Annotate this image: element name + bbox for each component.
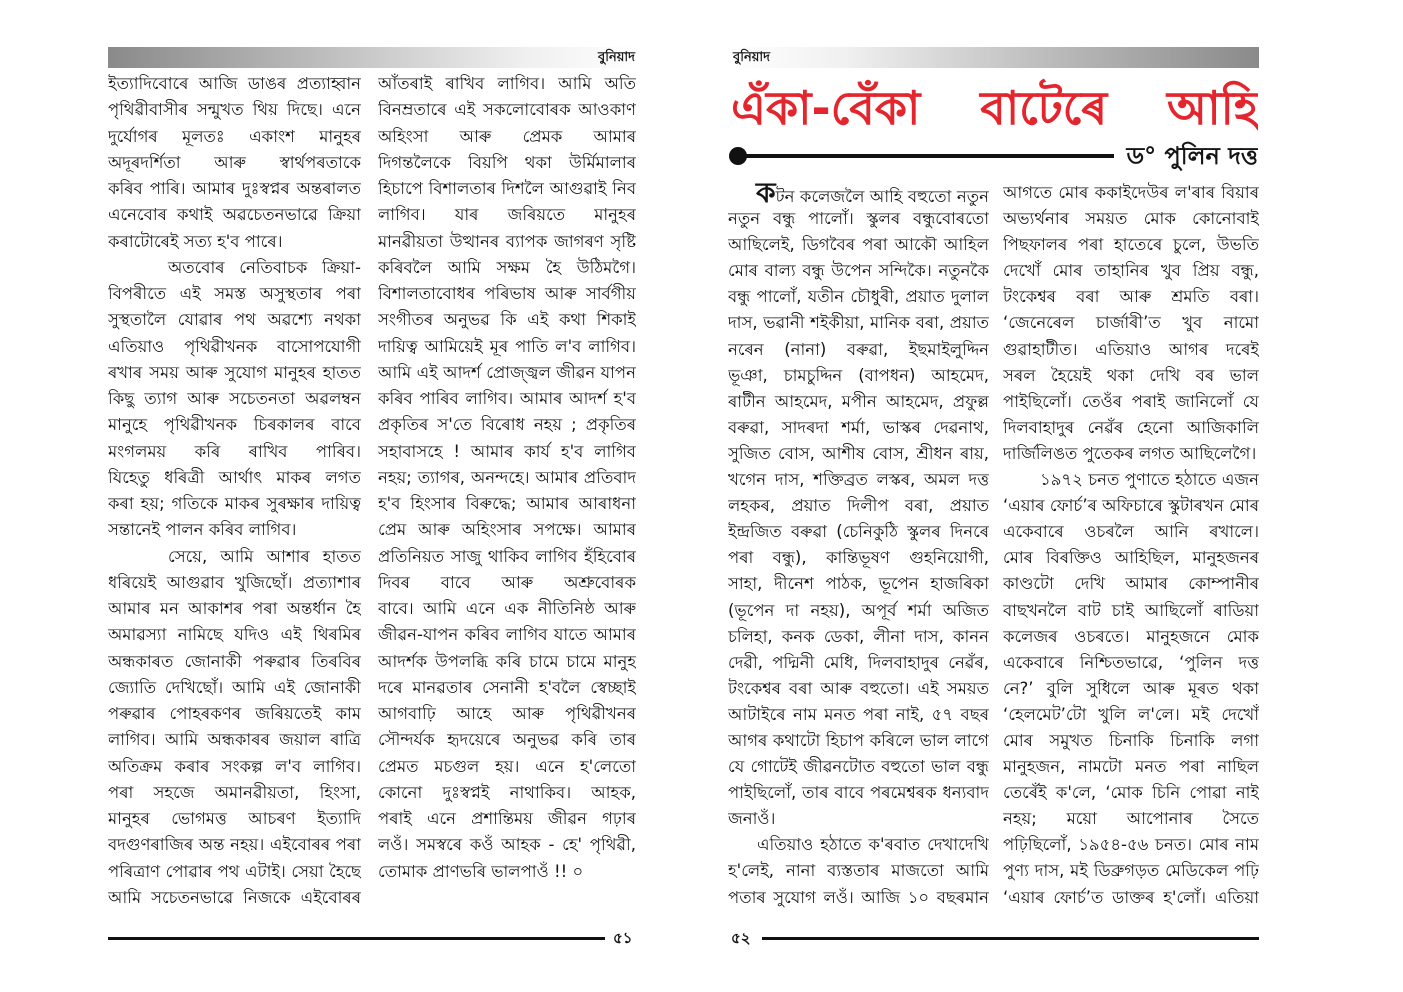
author-name: ড° পুলিন দত্ত — [1126, 142, 1258, 170]
byline-rule — [744, 154, 1114, 158]
body-text-line: বন্ধু পালোঁ, যতীন চৌধুৰী, প্ৰয়াত দুলাল — [728, 287, 989, 307]
body-text-line: পুণ্য দাস, মই ডিব্ৰুগড়ত মেডিকেল পঢ়ি — [1003, 861, 1259, 881]
body-text-line: কৰিব পাৰিব লাগিব। আমাৰ আদৰ্শ হ'ব — [378, 389, 636, 408]
body-text-line: ইত্যাদিবোৰে আজি ডাঙৰ প্ৰত্যাহ্বান — [108, 74, 361, 93]
right-page-column-1 — [728, 180, 989, 911]
body-text-line: সুজিত বোস, আশীষ বোস, শ্ৰীধন ৰায়, — [728, 443, 989, 463]
left-page-column-1 — [108, 71, 361, 911]
body-text-line: মানুহজন, নামটো মনত পৰা নাছিল — [1003, 757, 1259, 777]
body-text-line: হ'ব হিংসাৰ বিৰুদ্ধে; আমাৰ আৰাধনা — [378, 494, 636, 513]
body-text-line: এতিয়াও পৃথিৱীখনক বাসোপযোগী — [108, 336, 361, 356]
body-text-line: দাৰ্জিলিঙত পুতেকৰ লগত আছিলেগৈ। — [1003, 443, 1257, 463]
body-text-line: টংকেশ্বৰ বৰা আৰু শ্ৰমতি বৰা। — [1003, 287, 1259, 307]
body-text-line: লাগিব। আমি অন্ধকাৰৰ জয়াল ৰাত্ৰি — [108, 730, 361, 750]
drop-cap: ক — [756, 180, 776, 207]
footer-rule — [762, 937, 1259, 940]
drop-cap-line-text: টন কলেজলৈ আহি বহুতো নতুন — [775, 187, 989, 206]
body-text-line: আমি সচেতনভাৱে নিজকে এইবোৰৰ — [108, 887, 361, 907]
body-text-line: এনেবোৰ কথাই অৱচেতনভাৱে ক্ৰিয়া — [108, 205, 361, 225]
body-text-line: ইন্দ্ৰজিত বৰুৱা (চেনিকুঠি স্কুলৰ দিনৰে — [728, 522, 989, 542]
body-text-line: মোৰ বিৰক্তিও আহিছিল, মানুহজনৰ — [1003, 548, 1259, 568]
right-page-column-2 — [1003, 180, 1259, 911]
article-title: এঁকা-বেঁকা বাটেৰে আহি — [731, 81, 1258, 135]
body-text-line: সাহা, দীনেশ পাঠক, ভূপেন হাজৰিকা — [728, 574, 989, 594]
body-text-line: ধৰিয়েই আগুৱাব খুজিছোঁ। প্ৰত্যাশাৰ — [108, 572, 361, 592]
body-text-line: সন্তানেই পালন কৰিব লাগিব। — [108, 520, 297, 540]
body-text-line: মানুহৰ ভোগমত্ত আচৰণ ইত্যাদি — [108, 809, 361, 828]
body-text-line: বৰুৱা, সাদৰদা শৰ্মা, ভাস্কৰ দেৱনাথ, — [728, 417, 989, 437]
body-text-line: মোৰ বাল্য বন্ধু উপেন সন্দিকৈ। নতুনকৈ — [728, 261, 989, 281]
body-text-line: ৰখাৰ সময় আৰু সুযোগ মানুহৰ হাতত — [108, 362, 361, 382]
body-text-line: বিশালতাবোধৰ পৰিভাষ আৰু সাৰ্বগীয় — [378, 284, 636, 303]
body-text-line: পতাৰ সুযোগ লওঁ। আজি ১০ বছৰমান — [728, 887, 989, 907]
body-text-line: পঢ়িছিলোঁ, ১৯৫৪-৫৬ চনত। মোৰ নাম — [1003, 835, 1259, 855]
body-text-line: খগেন দাস, শক্তিব্ৰত লস্কৰ, অমল দত্ত — [728, 470, 989, 490]
body-text-line: আঁতৰাই ৰাখিব লাগিব। আমি অতি — [378, 74, 636, 93]
left-page — [0, 0, 700, 992]
body-text-line: মানৱীয়তা উত্থানৰ ব্যাপক জাগৰণ সৃষ্টি — [378, 231, 636, 251]
body-text-line: পিছফালৰ পৰা হাতেৰে চুলে, উভতি — [1003, 235, 1259, 255]
body-text-line: কিছু ত্যাগ আৰু সচেতনতা অৱলম্বন — [108, 389, 361, 408]
body-text-line: একেবাৰে ওচৰলৈ আনি ৰখালে। — [1003, 522, 1259, 542]
body-text-line: নে?’ বুলি সুধিলে আৰু মূৰত থকা — [1003, 678, 1259, 698]
running-header-title: বুনিয়াদ — [598, 50, 635, 65]
body-text-line: দেখোঁ মোৰ তাহানিৰ খুব প্ৰিয় বন্ধু, — [1003, 261, 1259, 281]
running-header-title: বুনিয়াদ — [733, 50, 770, 65]
body-text-line: পৰাই এনে প্ৰশান্তিময় জীৱন গঢ়াৰ — [378, 809, 636, 828]
body-text-line: দুৰ্যোগৰ মূলতঃ একাংশ মানুহৰ — [108, 126, 361, 146]
body-text-line: তেৰেঁই ক'লে, ‘মোক চিনি পোৱা নাই — [1003, 783, 1259, 803]
body-text-line: আমাৰ মন আকাশৰ পৰা অন্তৰ্ধান হৈ — [108, 599, 361, 618]
body-text-line: ‘হেলমেট’টো খুলি ল'লে। মই দেখোঁ — [1003, 704, 1259, 724]
body-text-line: বদগুণৰাজিৰ অন্ত নহয়। এইবোৰৰ পৰা — [108, 835, 361, 855]
body-text-line: অহিংসা আৰু প্ৰেমক আমাৰ — [378, 126, 636, 146]
body-text-line: সুস্থতালৈ যোৱাৰ পথ অৱশ্যে নথকা — [108, 310, 361, 330]
body-text-line: হিচাপে বিশালতাৰ দিশলৈ আগুৱাই নিব — [378, 179, 636, 198]
body-text-line: কাণ্ডটো দেখি আমাৰ কোম্পানীৰ — [1003, 574, 1259, 594]
body-text-line: বিনম্ৰতাৰে এই সকলোবোৰক আওকাণ — [378, 100, 636, 120]
body-text-line: মানুহে পৃথিৱীখনক চিৰকালৰ বাবে — [108, 415, 361, 435]
body-text-line: যে গোটেই জীৱনটোত বহুতো ভাল বন্ধু — [728, 757, 989, 777]
body-text-line: অতবোৰ নেতিবাচক ক্ৰিয়া- — [168, 257, 361, 277]
body-text-line: ‘জেনেৰেল চাৰ্জাৰী’ত খুব নামো — [1003, 313, 1259, 333]
body-text-line: সংগীতৰ অনুভৱ কি এই কথা শিকাই — [378, 310, 636, 330]
body-text-line: যিহেতু ধৰিত্ৰী আৰ্থাৎ মাকৰ লগত — [108, 467, 361, 487]
body-text-line: নৰেন (নানা) বৰুৱা, ইছমাইলুদ্দিন — [728, 339, 989, 359]
body-text-line — [728, 180, 989, 206]
body-text-line: প্ৰেম আৰু অহিংসাৰ সপক্ষে। আমাৰ — [378, 520, 636, 540]
body-text-line: জ্যোতি দেখিছোঁ। আমি এই জোনাকী — [108, 677, 361, 697]
body-text-line: দিগন্তলৈকে বিয়পি থকা উৰ্মিমালাৰ — [378, 152, 636, 172]
body-text-line: দিলবাহাদুৰ নেৱঁৰ হেনো আজিকালি — [1003, 417, 1259, 437]
body-text-line: নহয়; ত্যাগৰ, অনন্দহে। আমাৰ প্ৰতিবাদ — [378, 467, 636, 487]
body-text-line: হ'লেই, নানা ব্যস্ততাৰ মাজতো আমি — [728, 861, 989, 881]
body-text-line: পৰা বন্ধু), কান্তিভূষণ গুহনিয়োগী, — [728, 548, 989, 568]
body-text-line: ভূঞা, চামচুদ্দিন (বাপধন) আহমেদ, — [728, 365, 989, 385]
body-text-line: প্ৰেমত মচগুল হয়। এনে হ'লেতো — [378, 756, 636, 776]
body-text-line: পৰা সহজে অমানৱীয়তা, হিংসা, — [108, 782, 361, 802]
body-text-line: পৰুৱাৰ পোহৰকণৰ জৰিয়তেই কাম — [108, 704, 361, 723]
body-text-line: তোমাক প্ৰাণভৰি ভালপাওঁ !! ০ — [378, 861, 584, 881]
body-text-line: পৰিত্ৰাণ পোৱাৰ পথ এটাই। সেয়া হৈছে — [108, 861, 361, 881]
body-text-line: অদূৰদৰ্শিতা আৰু স্বাৰ্থপৰতাকে — [108, 152, 361, 172]
body-text-line: দেৱী, পদ্মিনী মেধি, দিলবাহাদুৰ নেৱঁৰ, — [728, 652, 989, 672]
body-text-line: দিবৰ বাবে আৰু অশ্ৰুবোৰক — [378, 572, 636, 592]
page-number: ৫২ — [731, 929, 751, 947]
body-text-line: চলিহা, কনক ডেকা, লীনা দাস, কানন — [728, 626, 989, 646]
body-text-line: বিপৰীতে এই সমস্ত অসুস্থতাৰ পৰা — [108, 284, 361, 303]
body-text-line: ৰাটীন আহমেদ, মপীন আহমেদ, প্ৰফুল্ল — [728, 391, 989, 411]
body-text-line: অন্ধকাৰত জোনাকী পৰুৱাৰ তিৰবিৰ — [108, 651, 361, 671]
body-text-line: দৰে মানৱতাৰ সেনানী হ'বলৈ স্বেচ্ছাই — [378, 677, 636, 697]
body-text-line: কোনো দুঃস্বপ্নই নাথাকিব। আহক, — [378, 782, 636, 802]
body-text-line: সৌন্দৰ্যক হৃদয়েৰে অনুভৱ কৰি তাৰ — [378, 730, 636, 750]
body-text-line: গুৱাহাটীত। এতিয়াও আগৰ দৰেই — [1003, 339, 1259, 359]
body-text-line: এতিয়াও হঠাতে ক'ৰবাত দেখাদেখি — [757, 835, 989, 855]
page-number: ৫১ — [613, 929, 633, 947]
body-text-line: বাবে। আমি এনে এক নীতিনিষ্ঠ আৰু — [378, 599, 636, 618]
body-text-line: আগতে মোৰ ককাইদেউৰ ল'ৰাৰ বিয়াৰ — [1003, 183, 1259, 202]
body-text-line: কৰা হয়; গতিকে মাকৰ সুৰক্ষাৰ দায়িত্ব — [108, 494, 361, 513]
running-header-bar — [730, 47, 1259, 68]
body-text-line: অতিক্ৰম কৰাৰ সংকল্প ল'ব লাগিব। — [108, 756, 361, 776]
body-text-line: (ভূপেন দা নহয়), অপূৰ্ব শৰ্মা অজিত — [728, 600, 989, 620]
body-text-line: সেয়ে, আমি আশাৰ হাতত — [168, 546, 361, 566]
body-text-line: পাইছিলোঁ। তেওঁৰ পৰাই জানিলোঁ যে — [1003, 391, 1259, 411]
body-text-line: দাস, ভৱানী শইকীয়া, মানিক বৰা, প্ৰয়াত — [728, 313, 989, 333]
body-text-line: নহয়; ময়ো আপোনাৰ সৈতে — [1003, 809, 1259, 829]
body-text-line: দায়িত্ব আমিয়েই মূৰ পাতি ল'ব লাগিব। — [378, 336, 636, 356]
body-text-line: অভ্যৰ্থনাৰ সময়ত মোক কোনোবাই — [1003, 209, 1259, 229]
body-text-line: আদৰ্শক উপলব্ধি কৰি চামে চামে মানুহ — [378, 651, 636, 671]
body-text-line: একেবাৰে নিশ্চিতভাৱে, ‘পুলিন দত্ত — [1003, 652, 1259, 672]
body-text-line: কৰাটোৰেই সত্য হ'ব পাৰে। — [108, 231, 283, 251]
body-text-line: প্ৰতিনিয়ত সাজু থাকিব লাগিব হঁহিবোৰ — [378, 546, 636, 566]
body-text-line: কৰিবলৈ আমি সক্ষম হৈ উঠিমগৈ। — [378, 257, 636, 277]
body-text-line: আমি এই আদৰ্শ প্ৰোজ্জ্বল জীৱন যাপন — [378, 362, 636, 382]
body-text-line: পৃথিৱীবাসীৰ সন্মুখত থিয় দিছে। এনে — [108, 100, 361, 120]
running-header-bar — [108, 47, 639, 68]
body-text-line: ১৯৭২ চনত পুণাতে হঠাতে এজন — [1040, 470, 1259, 490]
body-text-line: সহাবাসহে ! আমাৰ কাৰ্য হ'ব লাগিব — [378, 441, 636, 461]
body-text-line: আগবাঢ়ি আহে আৰু পৃথিৱীখনৰ — [378, 704, 636, 723]
body-text-line: লহকৰ, প্ৰয়াত দিলীপ বৰা, প্ৰয়াত — [728, 496, 989, 516]
body-text-line: অমাৱস্যা নামিছে যদিও এই থিৰমিৰ — [108, 625, 361, 645]
body-text-line: বাছখনলৈ বাট চাই আছিলোঁ ৰাডিয়া — [1003, 600, 1259, 620]
body-text-line: আগৰ কথাটো হিচাপ কৰিলে ভাল লাগে — [728, 730, 989, 750]
footer-rule — [108, 937, 605, 940]
body-text-line: মোৰ সমুখত চিনাকি চিনাকি লগা — [1003, 730, 1259, 750]
body-text-line: পাইছিলোঁ, তাৰ বাবে পৰমেশ্বৰক ধন্যবাদ — [728, 783, 989, 803]
body-text-line: টংকেশ্বৰ বৰা আৰু বহুতো। এই সময়ত — [728, 678, 989, 698]
body-text-line: জীৱন-যাপন কৰিব লাগিব যাতে আমাৰ — [378, 625, 636, 645]
left-page-column-2 — [378, 71, 636, 885]
body-text-line: ‘এয়াৰ ফোৰ্চ’ৰ অফিচাৰে স্কুটাৰখন মোৰ — [1003, 496, 1259, 516]
body-text-line: লওঁ। সমস্বৰে কওঁ আহক - হে' পৃথিৱী, — [378, 835, 636, 855]
body-text-line: প্ৰকৃতিৰ স'তে বিৰোধ নহয় ; প্ৰকৃতিৰ — [378, 415, 636, 435]
body-text-line: কলেজৰ ওচৰতে। মানুহজনে মোক — [1003, 626, 1259, 646]
body-text-line: মংগলময় কৰি ৰাখিব পাৰিব। — [108, 441, 361, 461]
body-text-line: আছিলেই, ডিগবৈৰ পৰা আকৌ আহিল — [728, 235, 989, 255]
body-text-line: নতুন বন্ধু পালোঁ। স্কুলৰ বন্ধুবোৰতো — [728, 209, 989, 229]
body-text-line: জনাওঁ। — [728, 809, 776, 829]
body-text-line: আটাইৰে নাম মনত পৰা নাই, ৫৭ বছৰ — [728, 704, 989, 724]
body-text-line: ‘এয়াৰ ফোৰ্চ’ত ডাক্তৰ হ'লোঁ। এতিয়া — [1003, 887, 1259, 907]
right-page — [700, 0, 1403, 992]
body-text-line: সৰল হৈয়েই থকা দেখি বৰ ভাল — [1003, 365, 1259, 385]
body-text-line: কৰিব পাৰি। আমাৰ দুঃস্বপ্নৰ অন্তৰালত — [108, 179, 361, 198]
body-text-line: লাগিব। যাৰ জৰিয়তে মানুহৰ — [378, 205, 636, 225]
